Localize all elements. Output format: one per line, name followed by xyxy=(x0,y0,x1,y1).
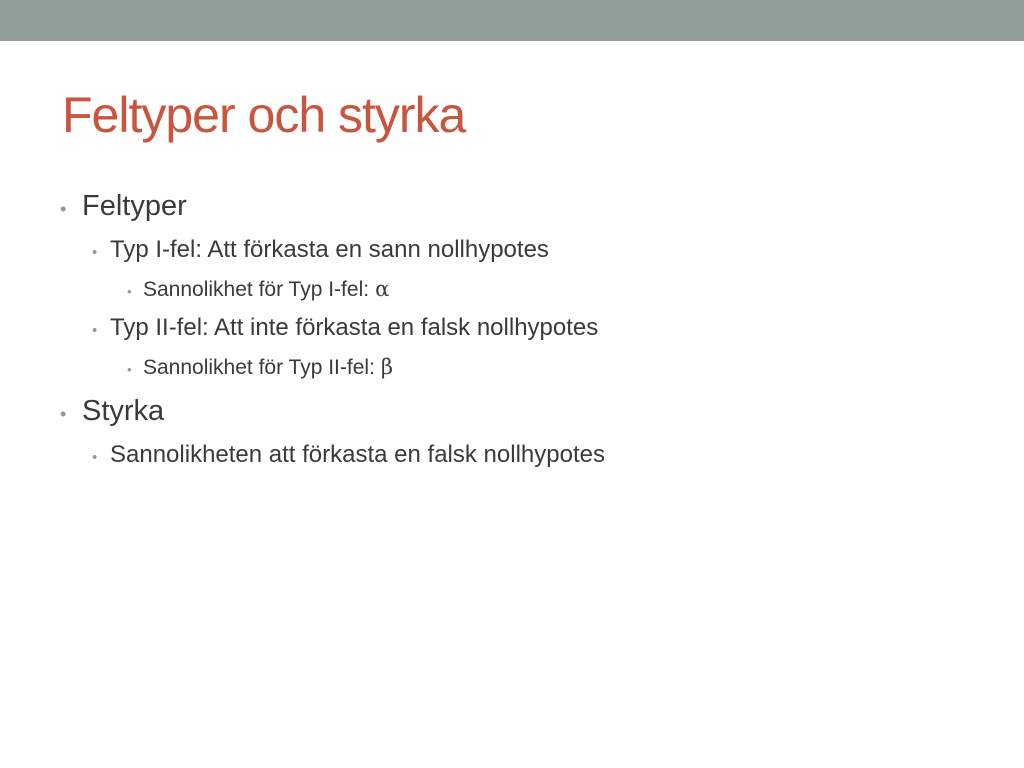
bullet-text: Sannolikhet för Typ I-fel: xyxy=(143,278,370,301)
bullet-item-sannolikhet-typ-i xyxy=(127,276,389,305)
bullet-item-sannolikhet-typ-ii xyxy=(127,354,393,383)
slide-title: Feltyper och styrka xyxy=(62,87,466,143)
bullet-marker: • xyxy=(127,284,132,299)
bullet-item-styrka xyxy=(60,393,164,432)
bullet-marker: • xyxy=(92,449,98,466)
bullet-text: Sannolikheten att förkasta en falsk nollhypotes xyxy=(110,441,605,468)
beta-symbol: β xyxy=(380,355,394,379)
bullet-marker: • xyxy=(92,244,98,261)
bullet-marker: • xyxy=(92,322,98,339)
bullet-marker: • xyxy=(127,362,132,377)
bullet-text: Typ I-fel: Att förkasta en sann nollhypotes xyxy=(110,236,549,263)
bullet-text: Sannolikhet för Typ II-fel: xyxy=(143,356,375,379)
bullet-text: Feltyper xyxy=(82,190,187,222)
bullet-item-feltyper xyxy=(60,188,187,227)
bullet-item-sannolikheten xyxy=(92,440,605,473)
bullet-marker: • xyxy=(60,404,67,424)
bullet-marker: • xyxy=(60,199,67,219)
bullet-text: Typ II-fel: Att inte förkasta en falsk nollhypotes xyxy=(110,314,599,341)
bullet-item-typ-i-fel xyxy=(92,235,549,268)
top-band xyxy=(0,0,1024,41)
alpha-symbol: α xyxy=(375,277,390,301)
bullet-item-typ-ii-fel xyxy=(92,313,598,346)
bullet-text: Styrka xyxy=(82,395,165,427)
